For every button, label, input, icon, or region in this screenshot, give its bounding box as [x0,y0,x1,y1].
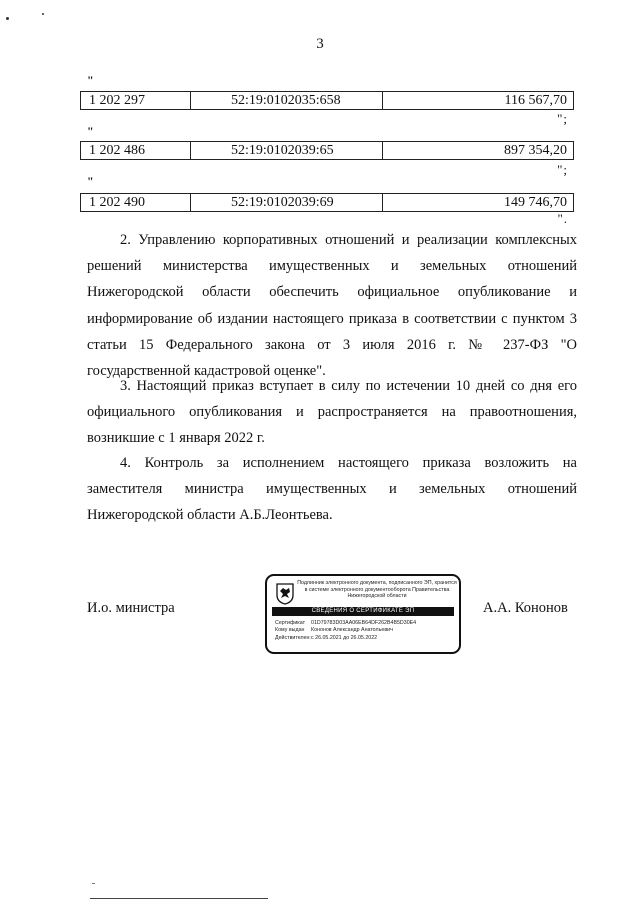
paragraph-3 [87,373,577,452]
row-end-mark: ". [557,211,568,226]
cell-cadastral: 52:19:0102039:69 [231,195,334,210]
signatory-name: А.А. Кононов [483,600,568,616]
table-row [80,141,574,160]
row-end-mark: "; [557,162,568,177]
paragraph-text: 3. Настоящий приказ вступает в силу по истечении 10 дней со дня его официального опубликования и распространяется на правоотношения, возникшие с 1 января 2022 г. [87,378,577,447]
paragraph-text: 2. Управлению корпоративных отношений и реализации комплексных решений министерства имущественных и земельных отношений Нижегородской области обеспечить официальное опубликование и информирование об издании настоящего приказа в соответствии с пунктом 3 статьи 15 Федерального закона от 3 июля 2016 г. № 237-ФЗ "О государственной кадастровой оценке". [87,232,577,380]
cell-value: 897 354,20 [504,143,567,158]
scan-speck [92,883,95,884]
cell-number: 1 202 486 [89,143,145,158]
footer-rule [90,898,268,899]
issued-to-value: Кононов Александр Анатольевич [311,627,393,634]
e-signature-stamp [265,574,461,654]
quote-mark: " [87,73,94,87]
stamp-header: Подлинник электронного документа, подписанного ЭП, хранится в системе электронного документооборота Правительства Нижегородской области [297,580,457,600]
cell-cadastral: 52:19:0102039:65 [231,143,334,158]
paragraph-2 [87,227,577,384]
valid-label: Действителен: [275,634,311,641]
stamp-title: СВЕДЕНИЯ О СЕРТИФИКАТЕ ЭП [272,607,454,616]
issued-to-label: Кому выдан [275,627,305,634]
row-end-mark: "; [557,111,568,126]
signatory-position: И.о. министра [87,600,175,616]
table-row [80,91,574,110]
page-number: 3 [316,36,324,52]
cell-value: 116 567,70 [504,93,567,108]
scan-speck [42,13,44,15]
paragraph-text: 4. Контроль за исполнением настоящего приказа возложить на заместителя министра имущественных и земельных отношений Нижегородской области А.Б.Леонтьева. [87,455,577,524]
certificate-value: 01D79783D03AA06EB64DF262B4B5D30E4 [311,620,417,626]
table-row [80,193,574,212]
scan-speck [6,17,9,20]
cell-cadastral: 52:19:0102035:658 [231,93,341,108]
paragraph-4 [87,450,577,529]
cell-number: 1 202 490 [89,195,145,210]
valid-value: с 26.05.2021 до 26.05.2022 [311,634,378,641]
cell-value: 149 746,70 [504,195,567,210]
certificate-label: Сертификат [275,620,305,626]
coat-of-arms-icon [276,583,294,605]
cell-number: 1 202 297 [89,93,145,108]
quote-mark: " [87,174,94,188]
quote-mark: " [87,124,94,138]
stamp-details [275,620,455,642]
